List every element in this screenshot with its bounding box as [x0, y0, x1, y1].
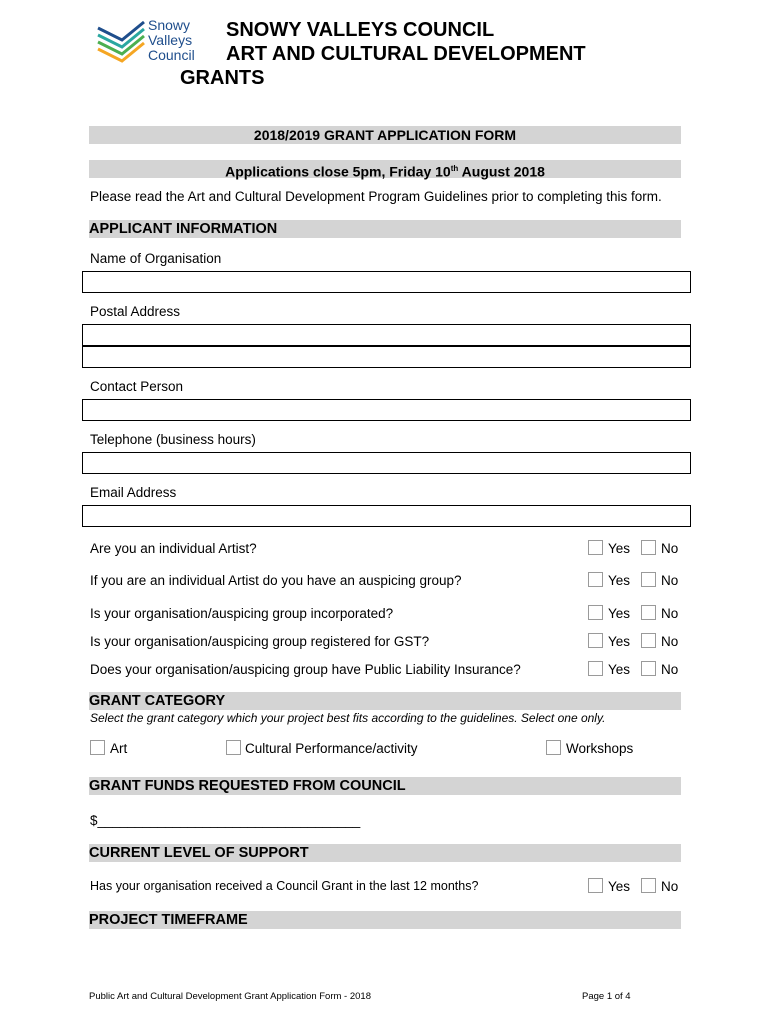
email-field[interactable] [82, 505, 691, 527]
no-label: No [661, 541, 679, 556]
postal-address-field-2[interactable] [82, 346, 691, 368]
yes-label: Yes [608, 662, 631, 677]
close-notice-bar: Applications close 5pm, Friday 10th August 2018 [89, 160, 681, 178]
category-workshops-label: Workshops [566, 741, 634, 756]
yes-checkbox[interactable] [588, 572, 603, 587]
intro-text: Please read the Art and Cultural Development Program Guidelines prior to completing this form. [90, 189, 662, 204]
question-individual-artist: Are you an individual Artist? [90, 541, 257, 556]
yes-label: Yes [608, 606, 631, 621]
no-label: No [661, 879, 679, 894]
no-checkbox[interactable] [641, 540, 656, 555]
question-auspicing-group: If you are an individual Artist do you have an auspicing group? [90, 573, 462, 588]
logo-wordmark: Snowy Valleys Council [148, 17, 195, 63]
question-council-grant: Has your organisation received a Council Grant in the last 12 months? [90, 879, 479, 893]
question-liability-insurance: Does your organisation/auspicing group have Public Liability Insurance? [90, 662, 521, 677]
applicant-info-heading: APPLICANT INFORMATION [89, 220, 681, 238]
no-label: No [661, 662, 679, 677]
title-line-3: GRANTS [180, 67, 265, 89]
yes-checkbox[interactable] [588, 661, 603, 676]
category-cultural-performance-checkbox[interactable] [226, 740, 241, 755]
no-label: No [661, 634, 679, 649]
no-label: No [661, 606, 679, 621]
yes-label: Yes [608, 879, 631, 894]
council-logo [96, 18, 206, 64]
no-checkbox[interactable] [641, 633, 656, 648]
postal-address-label: Postal Address [90, 304, 181, 319]
footer-form-title: Public Art and Cultural Development Grant Application Form - 2018 [89, 991, 371, 1002]
no-checkbox[interactable] [641, 661, 656, 676]
question-gst: Is your organisation/auspicing group registered for GST? [90, 634, 430, 649]
yes-checkbox[interactable] [588, 878, 603, 893]
telephone-label: Telephone (business hours) [90, 432, 256, 447]
title-line-1: SNOWY VALLEYS COUNCIL [226, 19, 495, 41]
logo-chevron-icon [96, 18, 146, 64]
no-checkbox[interactable] [641, 878, 656, 893]
contact-person-label: Contact Person [90, 379, 184, 394]
category-art-checkbox[interactable] [90, 740, 105, 755]
telephone-field[interactable] [82, 452, 691, 474]
no-checkbox[interactable] [641, 572, 656, 587]
yes-checkbox[interactable] [588, 633, 603, 648]
category-workshops-checkbox[interactable] [546, 740, 561, 755]
postal-address-field-1[interactable] [82, 324, 691, 346]
yes-label: Yes [608, 634, 631, 649]
yes-label: Yes [608, 573, 631, 588]
org-name-label: Name of Organisation [90, 251, 222, 266]
org-name-field[interactable] [82, 271, 691, 293]
yes-checkbox[interactable] [588, 605, 603, 620]
current-support-heading: CURRENT LEVEL OF SUPPORT [89, 844, 681, 862]
no-checkbox[interactable] [641, 605, 656, 620]
grant-category-instruction: Select the grant category which your project best fits according to the guidelines. Select one only. [90, 711, 606, 725]
form-title-bar: 2018/2019 GRANT APPLICATION FORM [89, 126, 681, 144]
footer-page-number: Page 1 of 4 [582, 991, 631, 1002]
email-label: Email Address [90, 485, 177, 500]
category-art-label: Art [110, 741, 128, 756]
funds-requested-heading: GRANT FUNDS REQUESTED FROM COUNCIL [89, 777, 681, 795]
contact-person-field[interactable] [82, 399, 691, 421]
grant-category-heading: GRANT CATEGORY [89, 692, 681, 710]
category-cultural-performance-label: Cultural Performance/activity [245, 741, 418, 756]
question-incorporated: Is your organisation/auspicing group incorporated? [90, 606, 394, 621]
project-timeframe-heading: PROJECT TIMEFRAME [89, 911, 681, 929]
funds-amount-line[interactable]: $___________________________________ [90, 813, 361, 828]
yes-label: Yes [608, 541, 631, 556]
title-line-2: ART AND CULTURAL DEVELOPMENT [226, 43, 586, 65]
no-label: No [661, 573, 679, 588]
yes-checkbox[interactable] [588, 540, 603, 555]
